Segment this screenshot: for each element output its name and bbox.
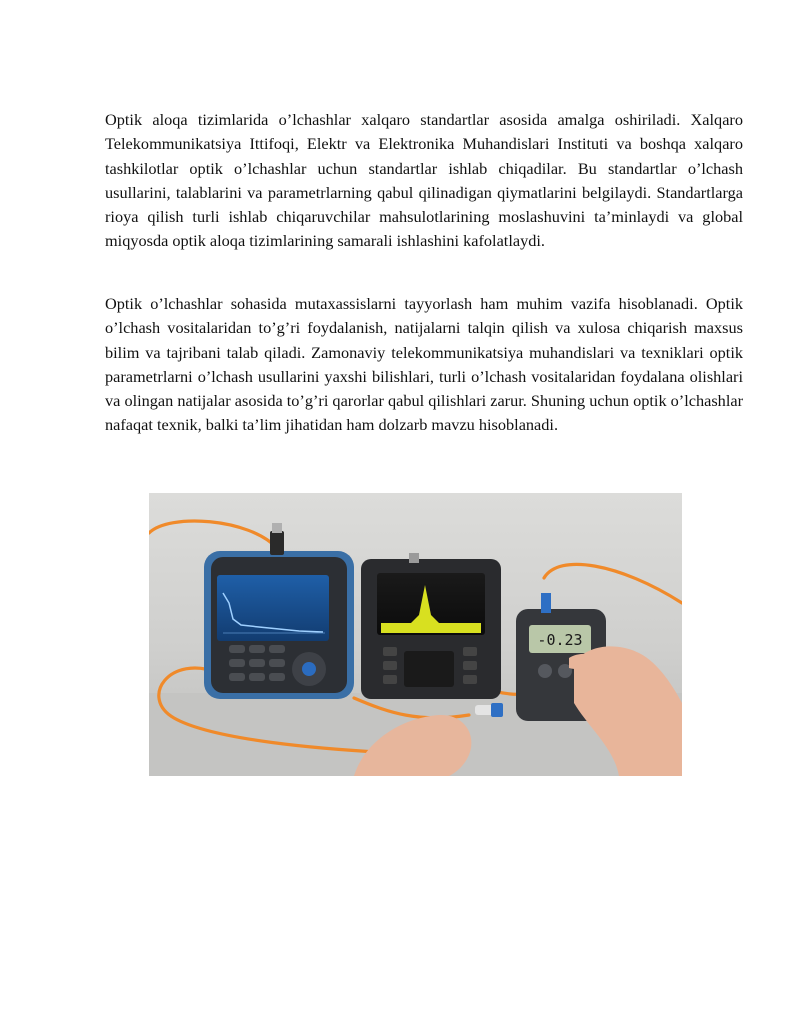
otdr-keypad [229, 645, 285, 681]
paragraph-training: Optik o’lchashlar sohasida mutaxassislarni tayyorlash ham muhim vazifa hisoblanadi. Optik o’lchash vositalaridan to’g’ri foydalanish, natijalarni talqin qilish va xulosa chiqarish maxsus bilim va tajribani talab qiladi. Zamonaviy telekommunikatsiya muhandislari va texniklari optik parametrlarni o’lchash usullarini yaxshi bilishlari, turli o’lchash vositalaridan foydalana olishlari va olingan natijalar asosida to’g’ri qarorlar qabul qilishlari zarur. Shuning uchun optik o’lchashlar nafaqat texnik, balki ta’lim jihatidan ham dolzarb mavzu hisoblanadi. [105, 294, 743, 435]
power-meter-reading: -0.23 [537, 631, 583, 649]
spectrum-analyzer [361, 553, 501, 699]
figure-optical-measurement-instruments [149, 493, 682, 776]
otdr-connector [270, 531, 284, 555]
paragraph-standards: Optik aloqa tizimlarida o’lchashlar xalqaro standartlar asosida amalga oshiriladi. Xalqaro Telekommunikatsiya Ittifoqi, Elektr va Elektronika Muhandislari Instituti va boshqa xalqaro tashkilotlar optik o’lchashlar uchun standartlar ishlab chiqadilar. Bu standartlar o’lchash usullarini, talablarini va parametrlarning qabul qilinadigan qiymatlarini belgilaydi. Standartlarga rioya qilish turli ishlab chiqaruvchilar mahsulotlarining moslashuvini ta’minlaydi va global miqyosda optik aloqa tizimlarining samarali ishlashini kafolatlaydi. [105, 110, 743, 251]
